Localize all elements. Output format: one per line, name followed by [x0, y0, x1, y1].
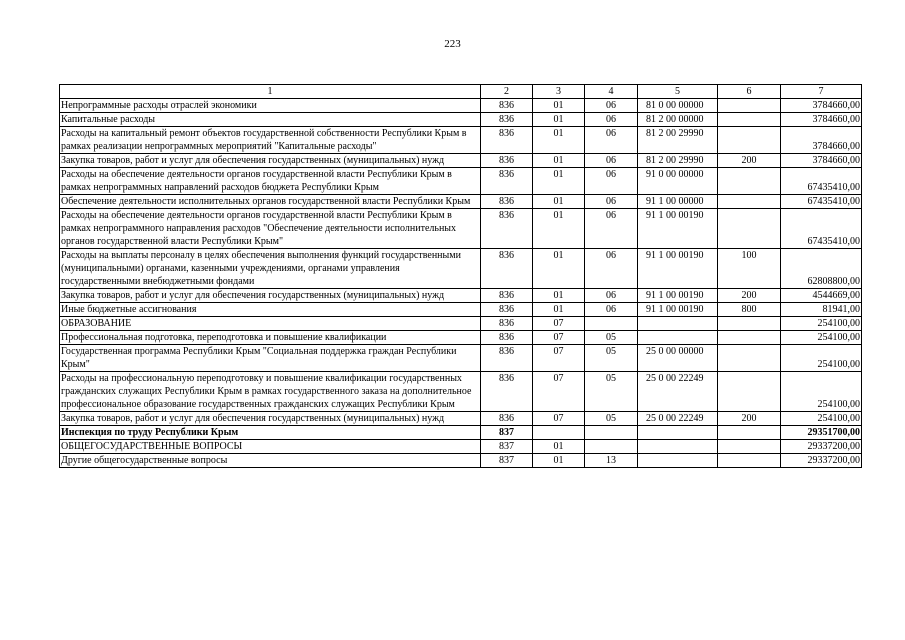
target-article-cell — [638, 331, 718, 345]
target-article-cell: 81 0 00 00000 — [638, 99, 718, 113]
header-cell: 4 — [585, 85, 638, 99]
ved-code-cell: 836 — [481, 113, 533, 127]
amount-cell: 67435410,00 — [781, 168, 862, 195]
name-cell: ОБРАЗОВАНИЕ — [60, 317, 481, 331]
expense-type-cell — [718, 195, 781, 209]
section-cell: 01 — [533, 440, 585, 454]
amount-cell: 254100,00 — [781, 331, 862, 345]
subsection-cell: 06 — [585, 195, 638, 209]
expense-type-cell — [718, 113, 781, 127]
table-row — [60, 372, 862, 412]
ved-code-cell: 836 — [481, 154, 533, 168]
ved-code-cell: 837 — [481, 440, 533, 454]
header-cell: 5 — [638, 85, 718, 99]
section-cell: 01 — [533, 168, 585, 195]
table-row — [60, 127, 862, 154]
expense-type-cell — [718, 317, 781, 331]
amount-cell: 3784660,00 — [781, 154, 862, 168]
subsection-cell: 06 — [585, 303, 638, 317]
header-cell: 6 — [718, 85, 781, 99]
amount-cell: 67435410,00 — [781, 195, 862, 209]
target-article-cell: 91 1 00 00190 — [638, 209, 718, 249]
ved-code-cell: 836 — [481, 289, 533, 303]
ved-code-cell: 837 — [481, 454, 533, 468]
name-cell: Обеспечение деятельности исполнительных органов государственной власти Республики Крым — [60, 195, 481, 209]
subsection-cell: 06 — [585, 289, 638, 303]
ved-code-cell: 836 — [481, 249, 533, 289]
table-row — [60, 113, 862, 127]
section-cell: 01 — [533, 454, 585, 468]
table-row — [60, 454, 862, 468]
section-cell: 01 — [533, 154, 585, 168]
amount-cell: 3784660,00 — [781, 127, 862, 154]
expense-type-cell — [718, 168, 781, 195]
name-cell: Капитальные расходы — [60, 113, 481, 127]
amount-cell: 4544669,00 — [781, 289, 862, 303]
amount-cell: 254100,00 — [781, 317, 862, 331]
expense-type-cell — [718, 209, 781, 249]
subsection-cell: 06 — [585, 209, 638, 249]
name-cell: Другие общегосударственные вопросы — [60, 454, 481, 468]
amount-cell: 3784660,00 — [781, 99, 862, 113]
section-cell: 07 — [533, 372, 585, 412]
subsection-cell: 05 — [585, 372, 638, 412]
target-article-cell: 81 2 00 29990 — [638, 127, 718, 154]
expense-type-cell — [718, 454, 781, 468]
table-row — [60, 303, 862, 317]
expense-type-cell — [718, 440, 781, 454]
expense-type-cell — [718, 99, 781, 113]
expense-type-cell: 200 — [718, 289, 781, 303]
ved-code-cell: 836 — [481, 317, 533, 331]
ved-code-cell: 836 — [481, 127, 533, 154]
budget-table — [59, 84, 862, 468]
section-cell: 01 — [533, 113, 585, 127]
expense-type-cell — [718, 127, 781, 154]
target-article-cell — [638, 317, 718, 331]
section-cell: 01 — [533, 249, 585, 289]
ved-code-cell: 836 — [481, 412, 533, 426]
table-row — [60, 289, 862, 303]
target-article-cell: 81 2 00 29990 — [638, 154, 718, 168]
name-cell: Закупка товаров, работ и услуг для обеспечения государственных (муниципальных) нужд — [60, 289, 481, 303]
section-cell: 01 — [533, 209, 585, 249]
ved-code-cell: 836 — [481, 303, 533, 317]
expense-type-cell — [718, 345, 781, 372]
page-number: 223 — [444, 38, 461, 50]
ved-code-cell: 836 — [481, 345, 533, 372]
ved-code-cell: 836 — [481, 99, 533, 113]
subsection-cell: 06 — [585, 154, 638, 168]
header-cell: 3 — [533, 85, 585, 99]
section-cell: 07 — [533, 412, 585, 426]
section-cell: 07 — [533, 331, 585, 345]
target-article-cell — [638, 426, 718, 440]
ved-code-cell: 836 — [481, 372, 533, 412]
ved-code-cell: 836 — [481, 168, 533, 195]
table-row — [60, 249, 862, 289]
name-cell: Расходы на профессиональную переподготовку и повышение квалификации государственных гражданских служащих Республики Крым в рамках государственного заказа на дополнительное профессиональное образование государственных гражданских служащих Республики Крым — [60, 372, 481, 412]
section-cell — [533, 426, 585, 440]
subsection-cell: 05 — [585, 412, 638, 426]
table-row — [60, 331, 862, 345]
header-cell: 1 — [60, 85, 481, 99]
target-article-cell: 91 0 00 00000 — [638, 168, 718, 195]
subsection-cell: 06 — [585, 113, 638, 127]
expense-type-cell — [718, 372, 781, 412]
subsection-cell: 13 — [585, 454, 638, 468]
expense-type-cell — [718, 426, 781, 440]
name-cell: Расходы на капитальный ремонт объектов государственной собственности Республики Крым в рамках реализации непрограммных мероприятий "Капитальные расходы" — [60, 127, 481, 154]
table-row — [60, 99, 862, 113]
section-cell: 01 — [533, 127, 585, 154]
section-cell: 07 — [533, 317, 585, 331]
amount-cell: 29337200,00 — [781, 440, 862, 454]
section-cell: 01 — [533, 99, 585, 113]
subsection-cell — [585, 426, 638, 440]
subsection-cell: 06 — [585, 127, 638, 154]
amount-cell: 3784660,00 — [781, 113, 862, 127]
target-article-cell — [638, 454, 718, 468]
table-row — [60, 317, 862, 331]
name-cell: Закупка товаров, работ и услуг для обеспечения государственных (муниципальных) нужд — [60, 412, 481, 426]
header-cell: 7 — [781, 85, 862, 99]
ved-code-cell: 836 — [481, 195, 533, 209]
table-row — [60, 154, 862, 168]
name-cell: Непрограммные расходы отраслей экономики — [60, 99, 481, 113]
name-cell: Расходы на обеспечение деятельности органов государственной власти Республики Крым в рамках непрограммного направления расходов "Обеспечение деятельности исполнительных органов государственной власти Республики Крым" — [60, 209, 481, 249]
expense-type-cell: 200 — [718, 412, 781, 426]
name-cell: Расходы на выплаты персоналу в целях обеспечения выполнения функций государственными (муниципальными) органами, казенными учреждениями, органами управления государственными внебюджетными фондами — [60, 249, 481, 289]
subsection-cell — [585, 440, 638, 454]
table-row — [60, 209, 862, 249]
name-cell: Профессиональная подготовка, переподготовка и повышение квалификации — [60, 331, 481, 345]
subsection-cell: 05 — [585, 331, 638, 345]
name-cell: Инспекция по труду Республики Крым — [60, 426, 481, 440]
target-article-cell: 25 0 00 22249 — [638, 372, 718, 412]
amount-cell: 67435410,00 — [781, 209, 862, 249]
target-article-cell: 91 1 00 00000 — [638, 195, 718, 209]
target-article-cell: 25 0 00 00000 — [638, 345, 718, 372]
header-cell: 2 — [481, 85, 533, 99]
target-article-cell: 25 0 00 22249 — [638, 412, 718, 426]
name-cell: Закупка товаров, работ и услуг для обеспечения государственных (муниципальных) нужд — [60, 154, 481, 168]
ved-code-cell: 836 — [481, 209, 533, 249]
table-row — [60, 168, 862, 195]
section-cell: 01 — [533, 195, 585, 209]
amount-cell: 29337200,00 — [781, 454, 862, 468]
section-cell: 01 — [533, 303, 585, 317]
ved-code-cell: 837 — [481, 426, 533, 440]
subsection-cell: 06 — [585, 99, 638, 113]
amount-cell: 254100,00 — [781, 372, 862, 412]
subsection-cell: 06 — [585, 249, 638, 289]
amount-cell: 81941,00 — [781, 303, 862, 317]
target-article-cell: 91 1 00 00190 — [638, 249, 718, 289]
amount-cell: 29351700,00 — [781, 426, 862, 440]
subsection-cell — [585, 317, 638, 331]
section-cell: 07 — [533, 345, 585, 372]
target-article-cell: 91 1 00 00190 — [638, 289, 718, 303]
table-row — [60, 195, 862, 209]
target-article-cell — [638, 440, 718, 454]
target-article-cell: 81 2 00 00000 — [638, 113, 718, 127]
amount-cell: 254100,00 — [781, 345, 862, 372]
expense-type-cell: 200 — [718, 154, 781, 168]
expense-type-cell — [718, 331, 781, 345]
subsection-cell: 05 — [585, 345, 638, 372]
subsection-cell: 06 — [585, 168, 638, 195]
table-header-row — [60, 85, 862, 99]
table-row — [60, 440, 862, 454]
amount-cell: 254100,00 — [781, 412, 862, 426]
table-row — [60, 345, 862, 372]
table-row — [60, 426, 862, 440]
amount-cell: 62808800,00 — [781, 249, 862, 289]
table-row — [60, 412, 862, 426]
ved-code-cell: 836 — [481, 331, 533, 345]
target-article-cell: 91 1 00 00190 — [638, 303, 718, 317]
name-cell: Иные бюджетные ассигнования — [60, 303, 481, 317]
expense-type-cell: 800 — [718, 303, 781, 317]
name-cell: Государственная программа Республики Крым "Социальная поддержка граждан Республики Крым" — [60, 345, 481, 372]
expense-type-cell: 100 — [718, 249, 781, 289]
section-cell: 01 — [533, 289, 585, 303]
name-cell: Расходы на обеспечение деятельности органов государственной власти Республики Крым в рамках непрограммных направлений расходов бюджета Республики Крым — [60, 168, 481, 195]
name-cell: ОБЩЕГОСУДАРСТВЕННЫЕ ВОПРОСЫ — [60, 440, 481, 454]
